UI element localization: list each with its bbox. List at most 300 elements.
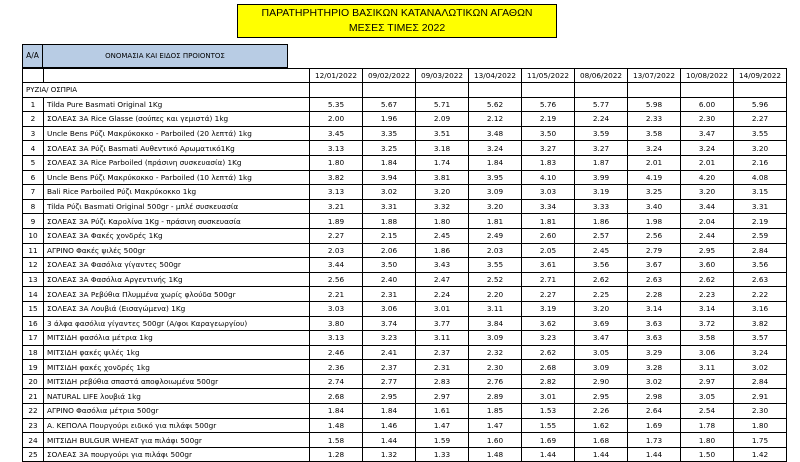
blank-cell [23,69,44,83]
date-column-header: 13/04/2022 [469,69,522,83]
row-index: 3 [23,126,44,141]
price-table [22,68,787,462]
price-cell: 2.19 [734,214,787,229]
product-name: ΜΙΤΣΙΔΗ ρεβύθια σπαστά αποφλοιωμένα 500gr [44,374,310,389]
price-cell: 3.44 [310,258,363,273]
price-cell: 1.89 [310,214,363,229]
price-cell: 3.02 [363,185,416,200]
product-name: NATURAL LIFE λουβιά 1kg [44,389,310,404]
price-cell: 3.09 [575,360,628,375]
price-cell: 1.47 [416,418,469,433]
price-cell: 2.01 [628,155,681,170]
price-cell: 2.03 [469,243,522,258]
row-index: 8 [23,199,44,214]
product-name: Tilda Pure Basmati Original 1Kg [44,97,310,112]
price-cell: 1.44 [522,447,575,462]
row-index: 20 [23,374,44,389]
price-cell: 1.48 [469,447,522,462]
price-cell: 5.62 [469,97,522,112]
price-cell: 3.44 [681,199,734,214]
price-cell: 3.03 [522,185,575,200]
product-name: ΣΟΛΕΑΣ 3Α Φασόλια γίγαντες 500gr [44,258,310,273]
row-index: 17 [23,331,44,346]
price-cell: 2.47 [416,272,469,287]
price-cell: 1.88 [363,214,416,229]
price-cell: 1.80 [681,433,734,448]
price-cell: 2.26 [575,404,628,419]
price-cell: 1.84 [363,404,416,419]
price-cell: 3.67 [628,258,681,273]
date-column-header: 12/01/2022 [310,69,363,83]
price-cell: 5.96 [734,97,787,112]
product-name: ΜΙΤΣΙΔΗ BULGUR WHEAT για πιλάφι 500gr [44,433,310,448]
price-cell: 2.30 [469,360,522,375]
price-cell: 3.02 [628,374,681,389]
price-cell: 1.83 [522,155,575,170]
price-cell: 1.32 [363,447,416,462]
product-name: ΣΟΛΕΑΣ 3Α Λουβιά (Εισαγώμενα) 1Kg [44,301,310,316]
price-cell: 2.06 [363,243,416,258]
table-row [23,126,787,141]
price-cell: 3.16 [734,301,787,316]
price-cell: 1.44 [363,433,416,448]
price-cell: 3.82 [734,316,787,331]
price-cell: 3.28 [628,360,681,375]
table-row [23,389,787,404]
price-cell: 4.08 [734,170,787,185]
price-cell: 2.60 [522,228,575,243]
price-cell: 3.18 [416,141,469,156]
blank-cell [575,83,628,98]
price-cell: 1.84 [310,404,363,419]
row-index: 10 [23,228,44,243]
price-cell: 5.35 [310,97,363,112]
price-cell: 3.32 [416,199,469,214]
price-cell: 2.45 [416,228,469,243]
price-cell: 2.90 [575,374,628,389]
row-index: 19 [23,360,44,375]
price-cell: 3.35 [363,126,416,141]
price-cell: 3.23 [522,331,575,346]
price-cell: 2.28 [628,287,681,302]
price-cell: 3.56 [734,258,787,273]
price-cell: 2.19 [522,112,575,127]
price-cell: 1.33 [416,447,469,462]
title-line-1: ΠΑΡΑΤΗΡΗΤΗΡΙΟ ΒΑΣΙΚΩΝ ΚΑΤΑΝΑΛΩΤΙΚΩΝ ΑΓΑΘΩΝ [261,7,533,19]
price-cell: 2.22 [734,287,787,302]
price-cell: 3.55 [734,126,787,141]
product-name: ΣΟΛΕΑΣ 3Α πουργούρι για πιλάφι 500gr [44,447,310,462]
price-cell: 3.50 [363,258,416,273]
price-cell: 2.59 [734,228,787,243]
price-cell: 1.55 [522,418,575,433]
price-cell: 3.13 [310,141,363,156]
table-row [23,287,787,302]
product-name: ΣΟΛΕΑΣ 3Α Ρύζι Καρολίνα 1Kg - πράσινη συσκευασία [44,214,310,229]
price-cell: 3.13 [310,185,363,200]
price-cell: 2.77 [363,374,416,389]
price-cell: 2.37 [416,345,469,360]
price-cell: 2.71 [522,272,575,287]
price-cell: 3.56 [575,258,628,273]
price-cell: 3.01 [522,389,575,404]
row-index: 18 [23,345,44,360]
price-cell: 1.68 [575,433,628,448]
price-cell: 3.34 [522,199,575,214]
price-cell: 3.05 [681,389,734,404]
product-name: ΜΙΤΣΙΔΗ φασόλια μέτρια 1kg [44,331,310,346]
price-cell: 3.15 [734,185,787,200]
table-row [23,170,787,185]
price-cell: 3.60 [681,258,734,273]
price-cell: 3.11 [416,331,469,346]
row-index: 22 [23,404,44,419]
price-cell: 2.31 [363,287,416,302]
price-cell: 3.13 [310,331,363,346]
price-cell: 2.89 [469,389,522,404]
price-cell: 3.40 [628,199,681,214]
price-cell: 2.21 [310,287,363,302]
price-cell: 5.67 [363,97,416,112]
product-name: ΣΟΛΕΑΣ 3Α Ρύζι Basmati Αυθεντικό Αρωματικό1Kg [44,141,310,156]
price-cell: 2.41 [363,345,416,360]
price-cell: 3.21 [310,199,363,214]
price-cell: 6.00 [681,97,734,112]
table-row [23,112,787,127]
price-cell: 3.20 [469,199,522,214]
price-cell: 3.80 [310,316,363,331]
table-row [23,155,787,170]
price-cell: 1.84 [469,155,522,170]
price-cell: 3.57 [734,331,787,346]
price-cell: 5.77 [575,97,628,112]
price-cell: 1.84 [363,155,416,170]
price-cell: 3.55 [469,258,522,273]
price-cell: 3.11 [469,301,522,316]
table-row [23,418,787,433]
price-cell: 2.01 [681,155,734,170]
price-cell: 3.29 [628,345,681,360]
price-cell: 1.73 [628,433,681,448]
price-cell: 3.69 [575,316,628,331]
price-cell: 3.06 [363,301,416,316]
row-index: 9 [23,214,44,229]
price-cell: 3.77 [416,316,469,331]
product-name: Uncle Bens Ρύζι Μακρύκοκκο - Parboiled (20 λεπτά) 1kg [44,126,310,141]
price-cell: 2.04 [681,214,734,229]
blank-cell [734,83,787,98]
table-row [23,272,787,287]
price-cell: 2.16 [734,155,787,170]
product-name: ΑΓΡΙΝΟ Φακές ψιλές 500gr [44,243,310,258]
price-cell: 2.56 [628,228,681,243]
price-cell: 2.27 [522,287,575,302]
price-cell: 2.91 [734,389,787,404]
price-cell: 1.80 [310,155,363,170]
product-name: 3 άλφα φασόλια γίγαντες 500gr (Α/φοι Καραγεωργίου) [44,316,310,331]
price-cell: 1.48 [310,418,363,433]
price-cell: 2.00 [310,112,363,127]
row-index: 13 [23,272,44,287]
date-column-header: 13/07/2022 [628,69,681,83]
product-name: ΣΟΛΕΑΣ 3Α Φασόλια Αργεντινής 1Kg [44,272,310,287]
price-cell: 2.97 [681,374,734,389]
price-cell: 2.95 [363,389,416,404]
price-cell: 2.63 [628,272,681,287]
price-cell: 1.86 [416,243,469,258]
price-cell: 5.76 [522,97,575,112]
price-cell: 2.05 [522,243,575,258]
price-cell: 3.58 [628,126,681,141]
price-cell: 2.25 [575,287,628,302]
price-cell: 4.10 [522,170,575,185]
price-cell: 3.24 [734,345,787,360]
price-cell: 2.44 [681,228,734,243]
price-cell: 1.60 [469,433,522,448]
product-name: ΣΟΛΕΑΣ 3Α Rice Glasse (σούπες και γεμιστά) 1kg [44,112,310,127]
price-cell: 3.43 [416,258,469,273]
price-cell: 2.62 [575,272,628,287]
price-cell: 1.58 [310,433,363,448]
price-cell: 2.23 [681,287,734,302]
price-cell: 3.14 [628,301,681,316]
price-cell: 2.27 [734,112,787,127]
table-row [23,258,787,273]
product-name: Tilda Ρύζι Basmati Original 500gr - μπλέ συσκευασία [44,199,310,214]
price-cell: 1.53 [522,404,575,419]
price-cell: 1.80 [416,214,469,229]
price-cell: 3.63 [628,331,681,346]
price-cell: 3.20 [575,301,628,316]
blank-cell [44,69,310,83]
table-row [23,316,787,331]
product-name: ΜΙΤΣΙΔΗ φακές χονδρές 1kg [44,360,310,375]
price-cell: 2.76 [469,374,522,389]
price-cell: 1.85 [469,404,522,419]
date-header-row [23,69,787,83]
price-cell: 2.62 [681,272,734,287]
table-row [23,433,787,448]
blank-cell [469,83,522,98]
price-cell: 2.56 [310,272,363,287]
price-cell: 3.59 [575,126,628,141]
price-cell: 2.03 [310,243,363,258]
price-cell: 2.54 [681,404,734,419]
price-cell: 1.62 [575,418,628,433]
price-cell: 3.09 [469,185,522,200]
category-label: ΡΥΖΙΑ/ ΟΣΠΡΙΑ [23,83,310,98]
price-cell: 5.98 [628,97,681,112]
blank-cell [628,83,681,98]
row-index: 7 [23,185,44,200]
price-cell: 1.69 [522,433,575,448]
price-cell: 4.19 [628,170,681,185]
table-row [23,404,787,419]
price-cell: 1.59 [416,433,469,448]
price-cell: 2.98 [628,389,681,404]
blank-cell [522,83,575,98]
price-cell: 2.20 [469,287,522,302]
row-index: 23 [23,418,44,433]
price-cell: 2.40 [363,272,416,287]
date-column-header: 11/05/2022 [522,69,575,83]
price-cell: 3.27 [575,141,628,156]
price-cell: 2.15 [363,228,416,243]
price-cell: 3.94 [363,170,416,185]
price-cell: 1.46 [363,418,416,433]
price-cell: 3.31 [734,199,787,214]
product-name: ΣΟΛΕΑΣ 3Α Ρεβύθια Πλυμμένα χωρίς φλούδα 500gr [44,287,310,302]
price-cell: 4.20 [681,170,734,185]
price-cell: 2.84 [734,243,787,258]
price-cell: 2.95 [681,243,734,258]
price-cell: 2.68 [310,389,363,404]
price-cell: 2.31 [416,360,469,375]
product-name: ΣΟΛΕΑΣ 3Α Φακές χονδρές 1Kg [44,228,310,243]
table-row [23,214,787,229]
row-index: 24 [23,433,44,448]
table-row [23,331,787,346]
price-cell: 1.74 [416,155,469,170]
price-cell: 2.95 [575,389,628,404]
table-row [23,185,787,200]
price-cell: 3.48 [469,126,522,141]
price-cell: 2.30 [734,404,787,419]
price-cell: 3.19 [522,301,575,316]
price-cell: 3.58 [681,331,734,346]
date-column-header: 14/09/2022 [734,69,787,83]
table-row [23,301,787,316]
price-cell: 3.05 [575,345,628,360]
blank-cell [310,83,363,98]
product-name: ΑΓΡΙΝΟ Φασόλια μέτρια 500gr [44,404,310,419]
table-row [23,228,787,243]
table-row [23,345,787,360]
price-cell: 1.47 [469,418,522,433]
price-cell: 2.62 [522,345,575,360]
price-cell: 2.68 [522,360,575,375]
category-row [23,83,787,98]
price-cell: 3.06 [681,345,734,360]
price-cell: 2.36 [310,360,363,375]
price-cell: 1.44 [575,447,628,462]
price-cell: 3.11 [681,360,734,375]
price-cell: 5.71 [416,97,469,112]
row-index: 21 [23,389,44,404]
price-cell: 3.62 [522,316,575,331]
price-cell: 3.03 [310,301,363,316]
price-cell: 2.09 [416,112,469,127]
price-cell: 3.20 [681,185,734,200]
title-line-2: ΜΕΣΕΣ ΤΙΜΕΣ 2022 [348,22,446,34]
title-box [237,4,557,38]
table-row [23,360,787,375]
date-column-header: 09/02/2022 [363,69,416,83]
price-cell: 2.27 [310,228,363,243]
price-cell: 2.97 [416,389,469,404]
blank-cell [416,83,469,98]
price-cell: 2.63 [734,272,787,287]
price-cell: 2.45 [575,243,628,258]
price-cell: 1.69 [628,418,681,433]
price-cell: 2.84 [734,374,787,389]
price-cell: 2.24 [575,112,628,127]
price-cell: 1.80 [734,418,787,433]
price-cell: 1.96 [363,112,416,127]
price-cell: 2.79 [628,243,681,258]
price-cell: 2.12 [469,112,522,127]
price-cell: 3.95 [469,170,522,185]
price-cell: 2.83 [416,374,469,389]
table-row [23,97,787,112]
price-cell: 1.98 [628,214,681,229]
price-cell: 2.64 [628,404,681,419]
price-cell: 1.78 [681,418,734,433]
price-cell: 2.30 [681,112,734,127]
price-cell: 3.14 [681,301,734,316]
price-cell: 3.82 [310,170,363,185]
price-cell: 3.09 [469,331,522,346]
price-cell: 3.33 [575,199,628,214]
price-cell: 3.25 [628,185,681,200]
price-cell: 1.28 [310,447,363,462]
product-name: ΜΙΤΣΙΔΗ φακές ψιλές 1kg [44,345,310,360]
price-cell: 3.63 [628,316,681,331]
price-cell: 1.61 [416,404,469,419]
price-cell: 3.47 [681,126,734,141]
price-cell: 2.52 [469,272,522,287]
price-cell: 2.33 [628,112,681,127]
row-index: 16 [23,316,44,331]
row-index: 11 [23,243,44,258]
table-row [23,141,787,156]
price-cell: 2.46 [310,345,363,360]
price-cell: 1.87 [575,155,628,170]
table-row [23,243,787,258]
price-cell: 3.45 [310,126,363,141]
row-index: 1 [23,97,44,112]
table-row [23,199,787,214]
price-cell: 3.27 [522,141,575,156]
price-cell: 2.74 [310,374,363,389]
header-product-name: ΟΝΟΜΑΣΙΑ ΚΑΙ ΕΙΔΟΣ ΠΡΟΙΟΝΤΟΣ [43,44,288,68]
price-cell: 2.32 [469,345,522,360]
price-cell: 3.24 [628,141,681,156]
price-cell: 2.24 [416,287,469,302]
product-name: Α. ΚΕΠΟΛΑ Πουργούρι ειδικό για πιλάφι 500gr [44,418,310,433]
price-cell: 3.51 [416,126,469,141]
price-cell: 1.42 [734,447,787,462]
price-cell: 2.49 [469,228,522,243]
table-row [23,374,787,389]
price-cell: 3.23 [363,331,416,346]
blank-cell [363,83,416,98]
product-name: ΣΟΛΕΑΣ 3Α Rice Parboiled (πράσινη συσκευασία) 1Kg [44,155,310,170]
price-cell: 3.24 [681,141,734,156]
price-cell: 3.19 [575,185,628,200]
product-name: Bali Rice Parboiled Ρύζι Μακρύκοκκο 1kg [44,185,310,200]
price-cell: 3.02 [734,360,787,375]
price-cell: 3.84 [469,316,522,331]
row-index: 5 [23,155,44,170]
price-cell: 3.20 [416,185,469,200]
product-name: Uncle Bens Ρύζι Μακρύκοκκο - Parboiled (10 λεπτά) 1kg [44,170,310,185]
price-cell: 3.81 [416,170,469,185]
date-column-header: 10/08/2022 [681,69,734,83]
price-cell: 3.24 [469,141,522,156]
price-cell: 1.81 [469,214,522,229]
header-aa: Α/Α [22,44,43,68]
